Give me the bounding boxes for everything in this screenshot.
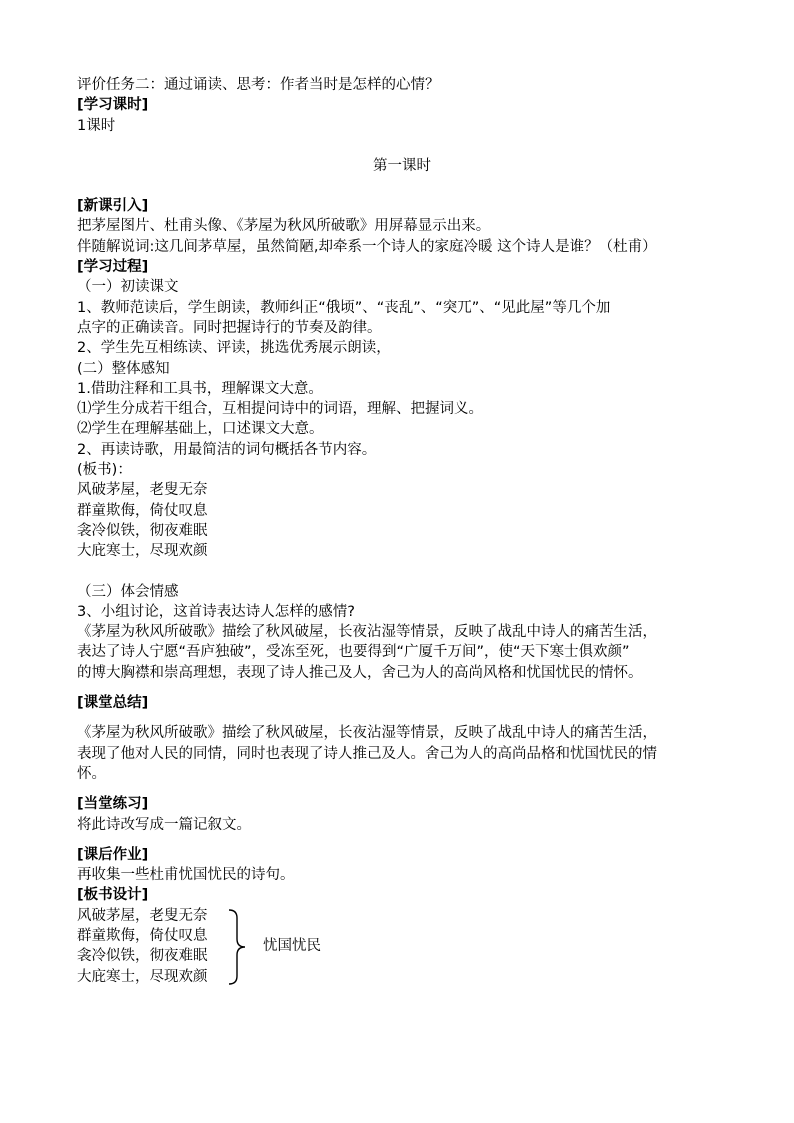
board-lines xyxy=(77,906,208,987)
lesson-title: 第一课时 xyxy=(373,157,431,174)
part3-line: 3、小组讨论，这首诗表达诗人怎样的感情? xyxy=(77,603,355,620)
evaluation-task-two: 评价任务二：通过诵读、思考：作者当时是怎样的心情？ xyxy=(77,77,440,93)
summary-line: 怀。 xyxy=(77,765,106,782)
process-heading: [学习过程] xyxy=(77,259,149,276)
homework-heading: [课后作业] xyxy=(77,846,149,863)
part1-line: 点字的正确读音。同时把握诗行的节奏及韵律。 xyxy=(77,319,382,336)
part1-line: 2、学生先互相练读、评读，挑选优秀展示朗读， xyxy=(77,340,391,357)
part3-line: 《茅屋为秋风所破歌》描绘了秋风破屋，长夜沾湿等情景，反映了战乱中诗人的痛苦生活， xyxy=(77,624,657,641)
part1-title: （一）初读课文 xyxy=(77,279,179,296)
board-line: 衾冷似铁，彻夜难眠 xyxy=(77,948,208,965)
part2-line: 1.借助注释和工具书，理解课文大意。 xyxy=(77,380,323,397)
part3-line: 表达了诗人宁愿“吾庐独破”，受冻至死，也要得到“广厦千万间”，使“天下寒士俱欢颜” xyxy=(77,644,630,661)
intro-line: 伴随解说词:这几间茅草屋，虽然简陋,却牵系一个诗人的家庭冷暖 这个诗人是谁？（杜甫） xyxy=(77,238,657,255)
intro-heading: [新课引入] xyxy=(77,198,149,215)
part3-line: 的博大胸襟和崇高理想，表现了诗人推己及人，舍己为人的高尚风格和忧国忧民的情怀。 xyxy=(77,664,643,681)
part2-line: 风破茅屋，老叟无奈 xyxy=(77,482,208,499)
study-time-heading: [学习课时] xyxy=(77,97,149,114)
part2-line: 群童欺侮，倚仗叹息 xyxy=(77,502,208,519)
board-design-heading: [板书设计] xyxy=(77,887,149,904)
board-line: 大庇寒士，尽现欢颜 xyxy=(77,968,208,985)
homework-value: 再收集一些杜甫忧国忧民的诗句。 xyxy=(77,867,295,884)
practice-heading: [当堂练习] xyxy=(77,796,149,813)
document-page xyxy=(77,75,727,988)
part2-line: 衾冷似铁，彻夜难眠 xyxy=(77,522,208,539)
part3-title: （三）体会情感 xyxy=(77,583,179,600)
right-brace-icon xyxy=(227,908,249,986)
board-design xyxy=(77,906,727,988)
part2-line: ⑵学生在理解基础上，口述课文大意。 xyxy=(77,421,324,438)
part2-title: (二）整体感知 xyxy=(77,360,170,377)
practice-value: 将此诗改写成一篇记叙文。 xyxy=(77,816,251,833)
summary-line: 《茅屋为秋风所破歌》描绘了秋风破屋，长夜沾湿等情景，反映了战乱中诗人的痛苦生活， xyxy=(77,725,657,742)
board-line: 群童欺侮，倚仗叹息 xyxy=(77,927,208,944)
part2-line: ⑴学生分成若干组合，互相提问诗中的词语，理解、把握词义。 xyxy=(77,401,483,418)
summary-heading: [课堂总结] xyxy=(77,695,149,712)
part2-line: 大庇寒士，尽现欢颜 xyxy=(77,543,208,560)
board-line: 风破茅屋，老叟无奈 xyxy=(77,907,208,924)
summary-line: 表现了他对人民的同情，同时也表现了诗人推己及人。舍己为人的高尚品格和忧国忧民的情 xyxy=(77,745,657,762)
part2-line: 2、再读诗歌，用最简洁的词句概括各节内容。 xyxy=(77,441,377,458)
part2-line: (板书)： xyxy=(77,462,132,479)
part1-line: 1、教师范读后，学生朗读，教师纠正“俄顷”、“丧乱”、“突兀”、“见此屋”等几个加 xyxy=(77,299,611,316)
study-time-value: 1课时 xyxy=(77,117,116,134)
board-summary-label: 忧国忧民 xyxy=(263,937,321,954)
intro-line: 把茅屋图片、杜甫头像、《茅屋为秋风所破歌》用屏幕显示出来。 xyxy=(77,218,491,235)
